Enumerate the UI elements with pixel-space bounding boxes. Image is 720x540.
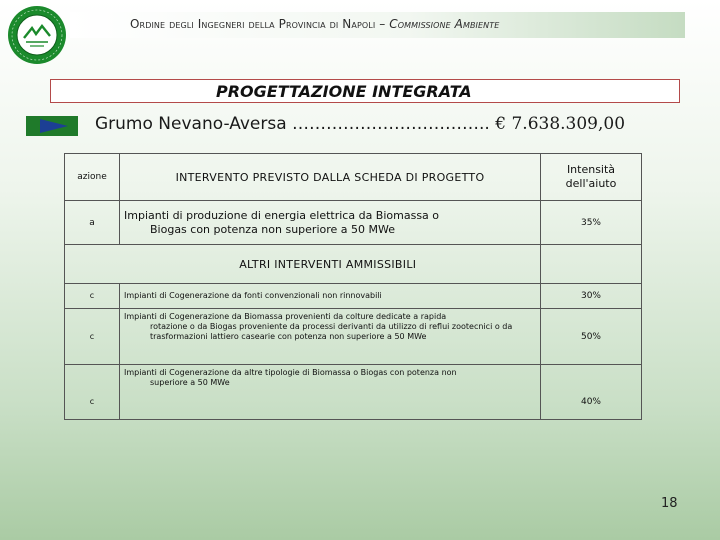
header-azione: azione — [65, 154, 120, 201]
row-intervento-line2: Biogas con potenza non superiore a 50 MWe — [150, 223, 396, 236]
row-intervento-line1: Impianti di Cogenerazione da fonti convenzionali non rinnovabili — [124, 291, 382, 300]
row-intensita: 40% — [541, 365, 642, 420]
table-header-row — [65, 154, 642, 201]
row-intervento — [120, 309, 541, 365]
row-azione: c — [65, 365, 120, 420]
row-intervento-line1: Impianti di Cogenerazione da Biomassa provenienti da colture dedicate a rapida — [124, 312, 447, 321]
location-line — [95, 114, 625, 134]
row-intervento-rest: superiore a 50 MWe — [150, 378, 230, 387]
header-title-separator: – — [375, 17, 390, 31]
header-intensita — [541, 154, 642, 201]
table-row — [65, 201, 642, 245]
arrow-right-icon — [26, 116, 78, 136]
header-intensita-line1: Intensità — [566, 163, 616, 176]
row-azione: a — [65, 201, 120, 245]
location-name: Grumo Nevano-Aversa — [95, 114, 287, 134]
row-intensita: 30% — [541, 284, 642, 309]
page-number: 18 — [661, 496, 678, 511]
row-azione: c — [65, 284, 120, 309]
location-dots: …………………………….. — [292, 114, 490, 134]
table-row — [65, 365, 642, 420]
section-row — [65, 245, 642, 284]
header-title-main: Ordine degli Ingegneri della Provincia di Napoli — [130, 17, 376, 31]
table-row — [65, 284, 642, 309]
row-intensita: 50% — [541, 309, 642, 365]
row-intervento-line1: Impianti di Cogenerazione da altre tipologie di Biomassa o Biogas con potenza non — [124, 368, 457, 377]
header-intensita-line2: dell'aiuto — [565, 177, 617, 190]
interventions-table — [64, 153, 642, 420]
row-intensita: 35% — [541, 201, 642, 245]
table-row — [65, 309, 642, 365]
row-intervento — [120, 365, 541, 420]
header-title — [130, 17, 499, 31]
row-intervento-line1: Impianti di produzione di energia elettrica da Biomassa o — [124, 209, 440, 222]
row-intervento — [120, 201, 541, 245]
section-title: ALTRI INTERVENTI AMMISSIBILI — [120, 245, 541, 284]
section-empty-left — [65, 245, 120, 284]
section-empty-right — [541, 245, 642, 284]
header-title-commission: Commissione Ambiente — [389, 17, 500, 31]
page-title: PROGETTAZIONE INTEGRATA — [216, 82, 472, 101]
ordine-seal-logo-icon — [6, 4, 68, 66]
location-amount: € 7.638.309,00 — [495, 114, 626, 134]
row-intervento-rest: rotazione o da Biogas proveniente da processi derivanti da utilizzo di reflui zootecnici o da trasformazioni lattiero casearie con potenza non superiore a 50 MWe — [150, 322, 513, 341]
row-azione: c — [65, 309, 120, 365]
row-intervento — [120, 284, 541, 309]
header-intervento: INTERVENTO PREVISTO DALLA SCHEDA DI PROGETTO — [120, 154, 541, 201]
